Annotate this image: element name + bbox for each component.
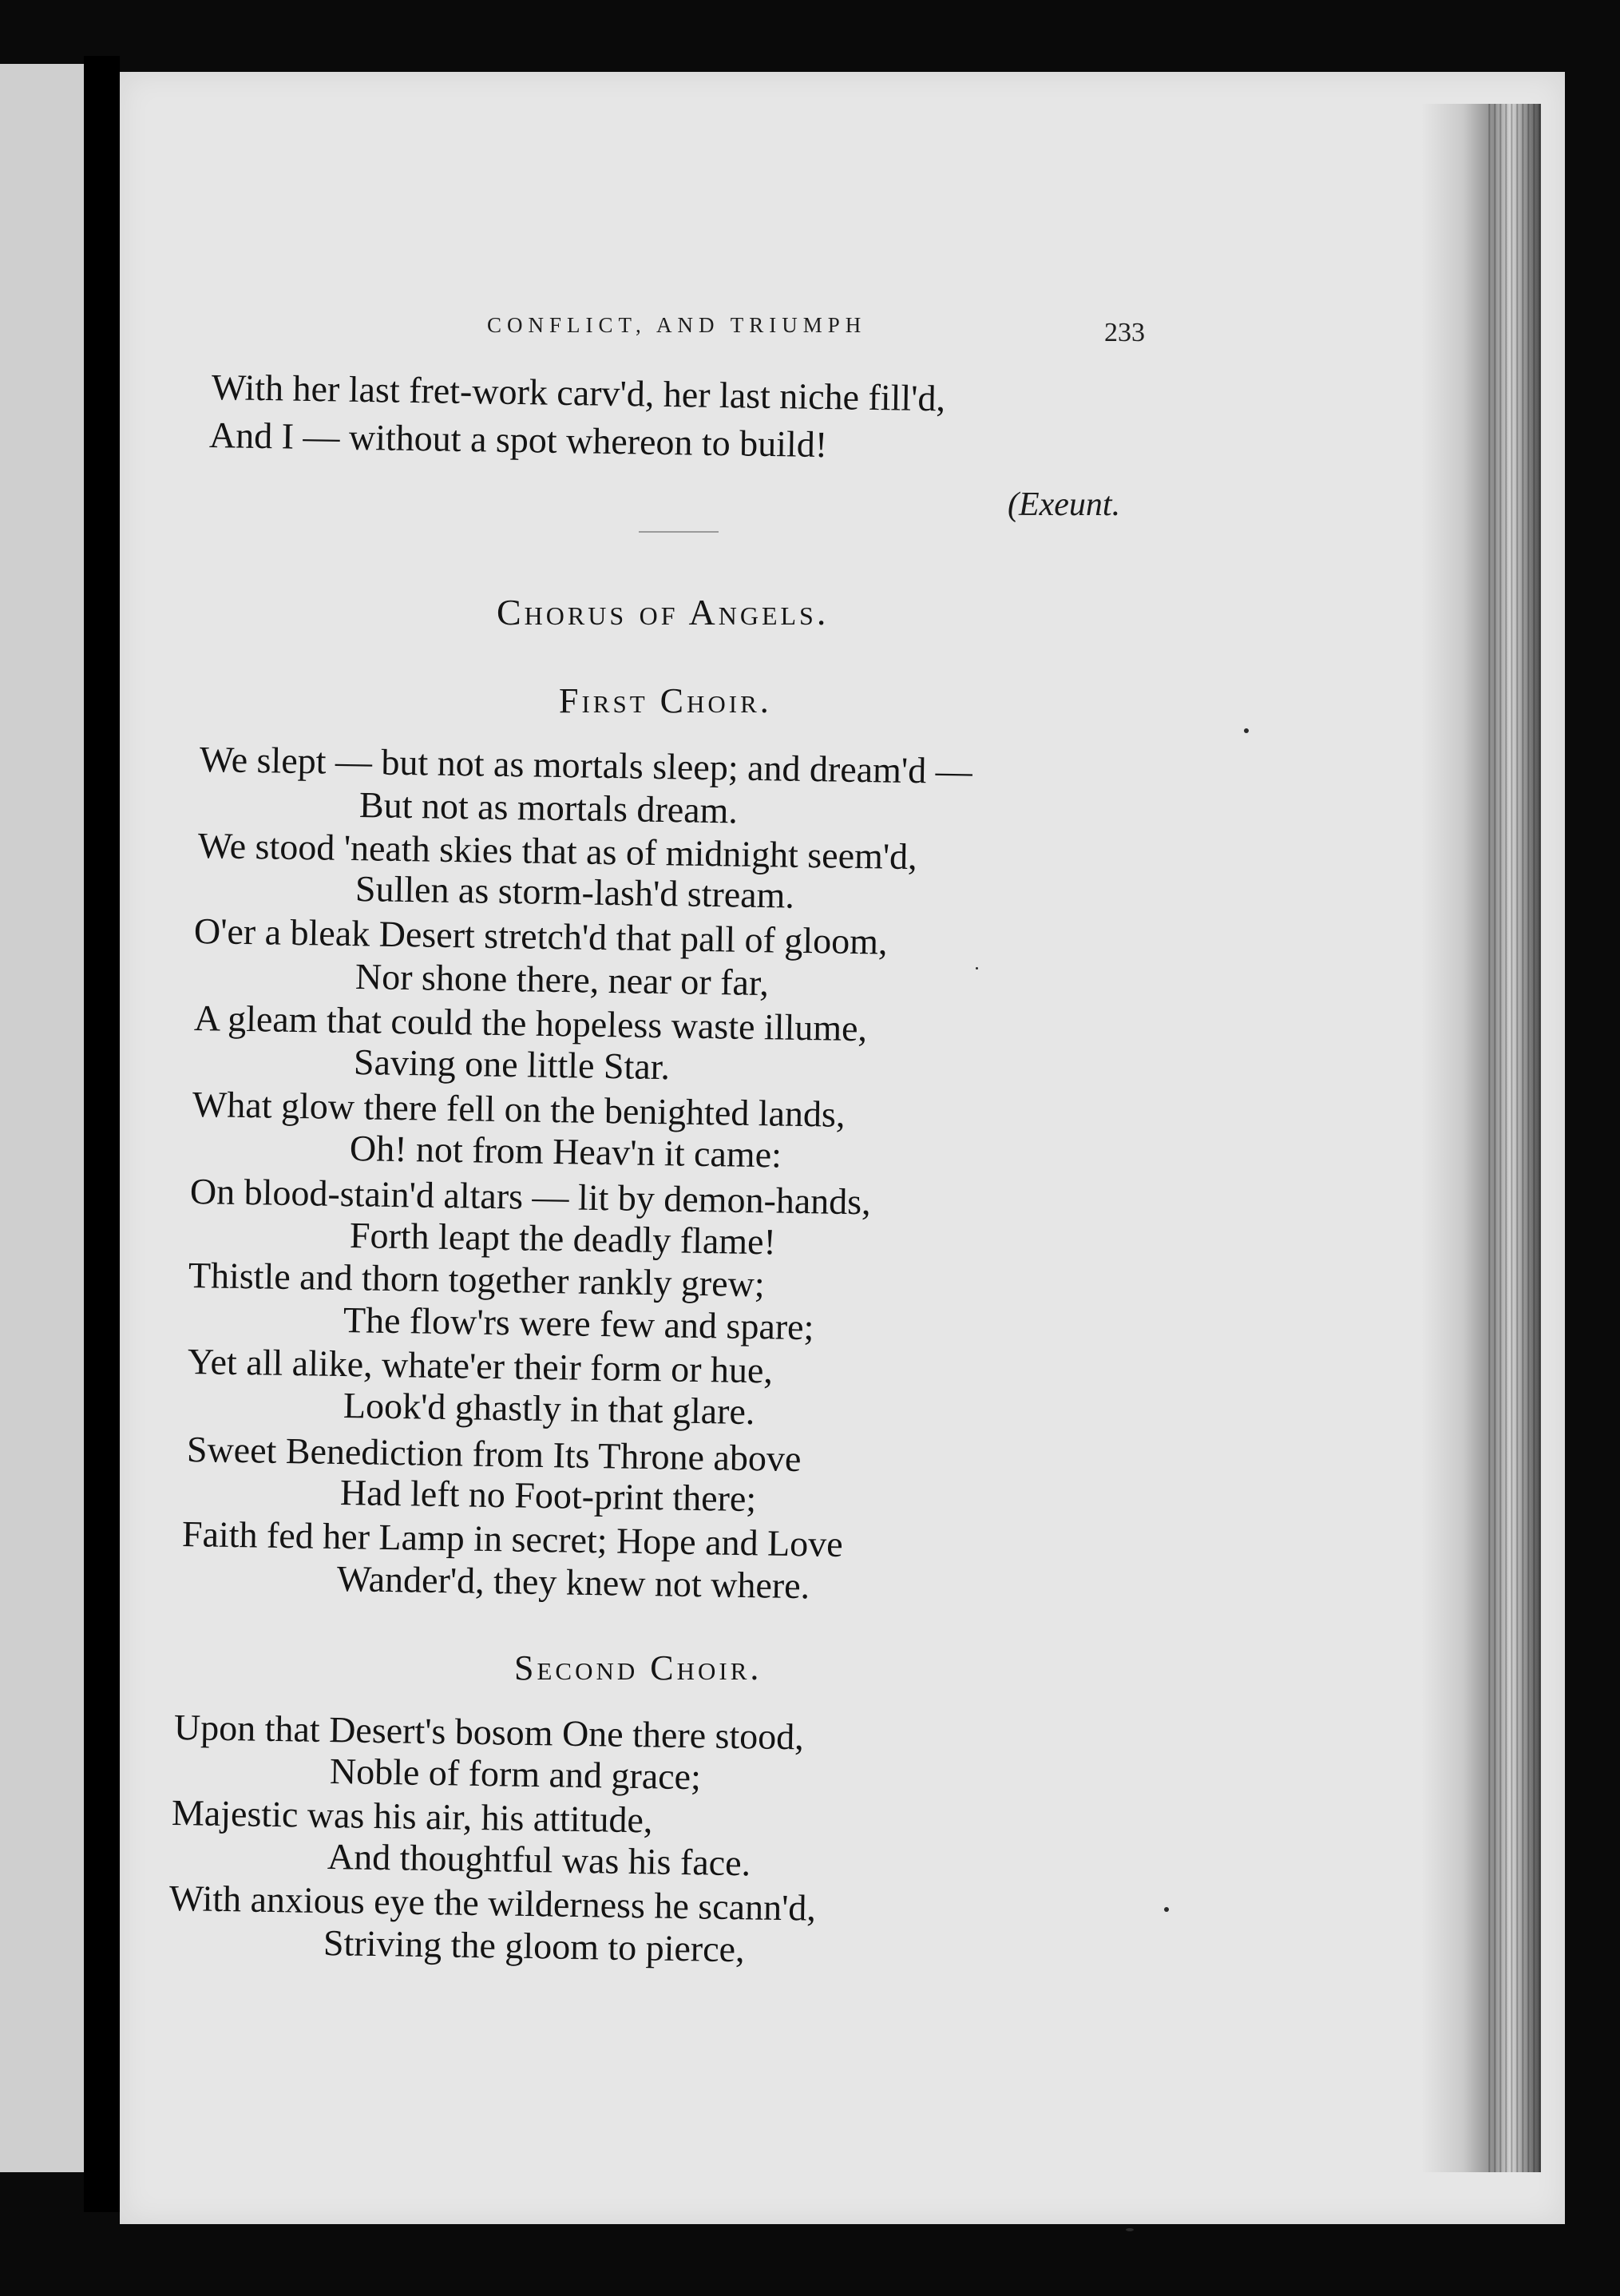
verse-line: Wander'd, they knew not where. <box>336 1558 810 1607</box>
verse-line: On blood-stain'd altars — lit by demon-hands, <box>189 1171 872 1223</box>
verse-line: Sweet Benediction from Its Throne above <box>186 1429 802 1480</box>
verse-line: The flow'rs were few and spare; <box>343 1299 814 1348</box>
stage-direction: (Exeunt. <box>1008 486 1121 523</box>
page-edge-stripes <box>1485 104 1541 2172</box>
second-choir-heading: Second Choir. <box>514 1648 762 1687</box>
paper-speck <box>976 967 978 970</box>
verse-line: Nor shone there, near or far, <box>354 956 770 1004</box>
verse-line: Upon that Desert's bosom One there stood, <box>173 1707 805 1758</box>
verse-line: Faith fed her Lamp in secret; Hope and Love <box>181 1513 844 1564</box>
closing-line: With her last fret-work carv'd, her last niche fill'd, <box>211 367 946 419</box>
verse-line: Striving the gloom to pierce, <box>323 1922 745 1970</box>
verse-line: Majestic was his air, his attitude, <box>171 1792 653 1841</box>
paper-speck <box>1164 1907 1169 1912</box>
page-number: 233 <box>1104 318 1145 347</box>
first-choir-heading: First Choir. <box>559 681 772 720</box>
verse-line: Forth leapt the deadly flame! <box>349 1215 777 1263</box>
verse-line: We slept — but not as mortals sleep; and dream'd — <box>199 739 973 792</box>
verse-line: O'er a bleak Desert stretch'd that pall of gloom, <box>193 910 888 962</box>
verse-line: Had left no Foot-print there; <box>339 1472 757 1520</box>
verse-line: What glow there fell on the benighted lands, <box>192 1084 846 1135</box>
section-divider <box>639 531 719 533</box>
verse-line: Thistle and thorn together rankly grew; <box>188 1255 766 1305</box>
paper-speck <box>1126 2228 1134 2231</box>
verse-line: And thoughtful was his face. <box>327 1836 751 1884</box>
running-head: CONFLICT, AND TRIUMPH <box>487 313 867 337</box>
verse-line: A gleam that could the hopeless waste illume, <box>193 997 868 1049</box>
chorus-heading: Chorus of Angels. <box>497 592 830 632</box>
verse-line: Sullen as storm-lash'd stream. <box>354 868 795 916</box>
closing-line: And I — without a spot whereon to build! <box>208 414 828 466</box>
verse-line: But not as mortals dream. <box>358 784 739 831</box>
verse-line: Noble of form and grace; <box>329 1751 702 1798</box>
verse-line: Oh! not from Heav'n it came: <box>349 1128 782 1176</box>
book-gutter <box>84 56 120 2212</box>
left-facing-page-edge <box>0 64 88 2172</box>
verse-line: We stood 'neath skies that as of midnight seem'd, <box>197 825 918 878</box>
paper-speck <box>1244 728 1249 733</box>
verse-line: With anxious eye the wilderness he scann'd, <box>168 1878 817 1929</box>
verse-line: Look'd ghastly in that glare. <box>343 1385 755 1433</box>
verse-line: Saving one little Star. <box>353 1041 671 1088</box>
verse-line: Yet all alike, whate'er their form or hue, <box>187 1341 774 1391</box>
